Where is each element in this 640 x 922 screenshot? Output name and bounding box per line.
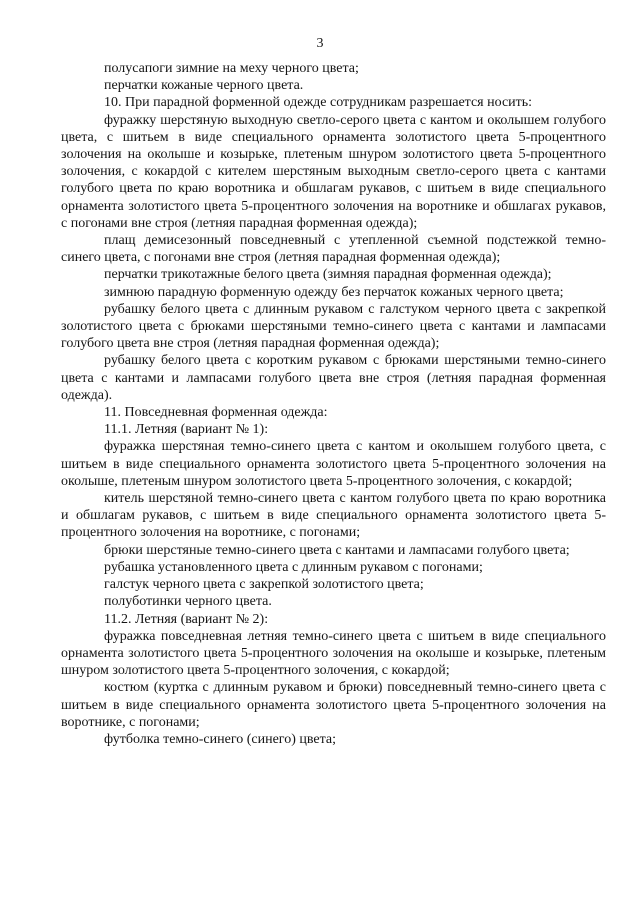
paragraph: фуражку шерстяную выходную светло-серого цвета с кантом и околышем голубого цвета, с шитьем в виде специального орнамента золотистого цвета 5-процентного золочения на околыше и козырьке, плетеным шнуром золотистого цвета 5-процентного золочения, с кокардой с кителем шерстяным выходным светло-серого цвета с кантами голубого цвета по краю воротника и обшлагам рукавов, с шитьем в виде специального орнамента золотистого цвета 5-процентного золочения на воротнике и обшлагах рукавов, с погонами вне строя (летняя парадная форменная одежда); (61, 112, 606, 231)
paragraph: 11. Повседневная форменная одежда: (104, 405, 328, 421)
paragraph: 10. При парадной форменной одежде сотрудникам разрешается носить: (104, 95, 533, 111)
paragraph: рубашку белого цвета с длинным рукавом с галстуком черного цвета с закрепкой золотистого цвета с брюками шерстяными темно-синего цвета с кантами и лампасами голубого цвета вне строя (летняя парадная форменная одежда); (61, 301, 606, 352)
document-body (61, 60, 606, 748)
paragraph: фуражка шерстяная темно-синего цвета с кантом и околышем голубого цвета, с шитьем в виде специального орнамента золотистого цвета 5-процентного золочения на околыше, плетеным шнуром золотистого цвета 5-процентного золочения, с кокардой; (61, 439, 606, 489)
paragraph: китель шерстяной темно-синего цвета с кантом голубого цвета по краю воротника и обшлагам рукавов, с шитьем в виде специального орнамента золотистого цвета 5-процентного золочения на воротнике, с погонами; (61, 491, 606, 541)
paragraph: полусапоги зимние на меху черного цвета; (104, 61, 359, 76)
paragraph: футболка темно-синего (синего) цвета; (104, 731, 336, 747)
paragraph: перчатки трикотажные белого цвета (зимняя парадная форменная одежда); (104, 267, 552, 283)
paragraph: плащ демисезонный повседневный с утепленной съемной подстежкой темно-синего цвета, с погонами вне строя (летняя парадная форменная одежда); (61, 233, 606, 266)
paragraph: рубашку белого цвета с коротким рукавом с брюками шерстяными темно-синего цвета с кантами и лампасами голубого цвета вне строя (летняя парадная форменная одежда). (61, 353, 606, 403)
paragraph: полуботинки черного цвета. (104, 594, 272, 610)
paragraph: зимнюю парадную форменную одежду без перчаток кожаных черного цвета; (104, 284, 564, 300)
paragraph: костюм (куртка с длинным рукавом и брюки) повседневный темно-синего цвета с шитьем в виде специального орнамента золотистого цвета 5-процентного золочения на воротнике, с погонами; (61, 680, 606, 730)
paragraph: 11.1. Летняя (вариант № 1): (104, 422, 269, 438)
paragraph: фуражка повседневная летняя темно-синего цвета с шитьем в виде специального орнамента золотистого цвета 5-процентного золочения на околыше и козырьке, плетеным шнуром золотистого цвета 5-процентного золочения, с кокардой; (61, 628, 606, 679)
paragraph: брюки шерстяные темно-синего цвета с кантами и лампасами голубого цвета; (104, 542, 570, 558)
paragraph: галстук черного цвета с закрепкой золотистого цвета; (104, 577, 424, 593)
paragraph: 11.2. Летняя (вариант № 2): (104, 611, 269, 627)
page-number: 3 (316, 36, 324, 51)
paragraph: рубашка установленного цвета с длинным рукавом с погонами; (104, 559, 483, 575)
paragraph: перчатки кожаные черного цвета. (104, 78, 304, 94)
